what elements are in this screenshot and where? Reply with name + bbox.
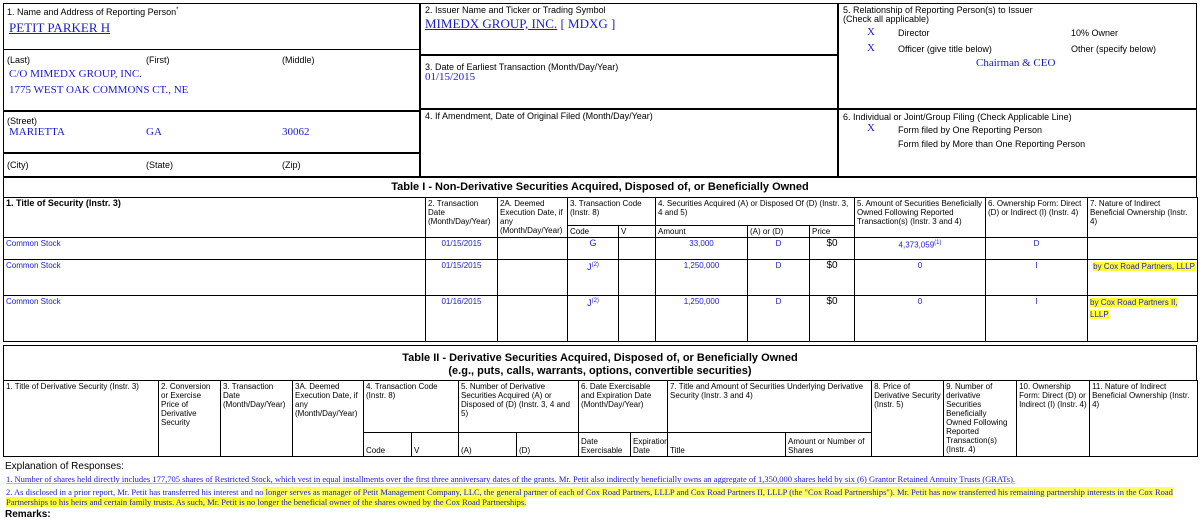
other-label: Other (specify below) xyxy=(1071,44,1157,54)
t2-h1: 1. Title of Derivative Security (Instr. 3) xyxy=(4,381,159,457)
t1-r0-amount: 33,000 xyxy=(656,238,748,260)
t1-r1-price: $0 xyxy=(810,260,855,296)
t1-r0-owned-val: 4,373,059 xyxy=(898,240,935,250)
first-label: (First) xyxy=(146,55,170,65)
issuer-name[interactable] xyxy=(425,16,615,32)
t1-r0-price: $0 xyxy=(810,238,855,260)
t1-r0-owned xyxy=(855,238,986,260)
footnote-1 xyxy=(6,474,1015,484)
t1-aord: (A) or (D) xyxy=(748,226,810,238)
t2-code: Code xyxy=(364,433,412,457)
t2-v: V xyxy=(412,433,459,457)
t1-price: Price xyxy=(810,226,855,238)
t1-r2-date: 01/16/2015 xyxy=(426,296,498,342)
t1-r1-deemed xyxy=(498,260,568,296)
box1-city-section xyxy=(3,111,420,153)
table1-nonderivative xyxy=(3,197,1198,342)
t1-h7: 7. Nature of Indirect Beneficial Ownership (Instr. 4) xyxy=(1088,198,1198,238)
t1-r1-v xyxy=(619,260,656,296)
box5-label1: 5. Relationship of Reporting Person(s) to Issuer xyxy=(843,5,1033,15)
street-label: (Street) xyxy=(7,116,38,126)
table-row xyxy=(4,238,1198,260)
footnote-2-ref[interactable]: (2) xyxy=(591,298,599,304)
table2-derivative xyxy=(3,380,1198,457)
t1-r0-nature xyxy=(1088,238,1198,260)
director-check[interactable]: X xyxy=(867,26,875,38)
footnote-2-cont xyxy=(6,497,526,507)
t1-h3: 3. Transaction Code (Instr. 8) xyxy=(568,198,656,226)
footnote-2 xyxy=(6,487,1173,497)
reporting-person-name[interactable]: PETIT PARKER H xyxy=(9,20,111,35)
t1-h2a: 2A. Deemed Execution Date, if any (Month/Day/Year) xyxy=(498,198,568,238)
t1-r1-owned: 0 xyxy=(855,260,986,296)
box3-label: 3. Date of Earliest Transaction (Month/Day/Year) xyxy=(425,62,619,72)
state-value: GA xyxy=(146,126,162,138)
address-line1: C/O MIMEDX GROUP, INC. xyxy=(9,68,142,80)
t2-h11: 11. Nature of Indirect Beneficial Ownership (Instr. 4) xyxy=(1090,381,1198,457)
footnote-1-text: 1. Number of shares held directly includes 177,705 shares of Restricted Stock, which vest in equal installments over the first three anniversary dates of the grants. Mr. Petit also indirectly beneficially owns an aggregate of 1,350,000 shares held by six (6) Grantor Retained Annuity Trusts (GRATs). xyxy=(6,474,1016,484)
box5-label2: (Check all applicable) xyxy=(843,14,930,24)
t2-amt: Amount or Number of Shares xyxy=(786,433,872,457)
t1-r2-code xyxy=(568,296,619,342)
t1-r2-v xyxy=(619,296,656,342)
t1-r1-code xyxy=(568,260,619,296)
t1-r1-code-val: J xyxy=(587,262,592,272)
explanation-heading: Explanation of Responses: xyxy=(5,461,124,472)
footnote-1-ref[interactable]: (1) xyxy=(934,240,942,246)
t1-r2-nature xyxy=(1088,296,1198,342)
footnote-2-text-b: Partnerships to his heirs and certain family trusts. As such, Mr. Petit is no longer the beneficial owner of the shares owned by the Cox Road Partnerships. xyxy=(6,497,527,507)
table1-header-row xyxy=(4,198,1198,226)
footnote-2-ref[interactable]: (2) xyxy=(591,262,599,268)
director-label: Director xyxy=(898,28,930,38)
t1-r0-date: 01/15/2015 xyxy=(426,238,498,260)
t1-r0-deemed xyxy=(498,238,568,260)
table-row xyxy=(4,260,1198,296)
state-label: (State) xyxy=(146,160,174,170)
owner10-label: 10% Owner xyxy=(1071,28,1119,38)
t1-r2-form: I xyxy=(986,296,1088,342)
city-value: MARIETTA xyxy=(9,126,65,138)
t1-r2-nature-text: by Cox Road Partners II, LLLP xyxy=(1090,298,1178,319)
t2-h9: 9. Number of derivative Securities Beneficially Owned Following Reported Transaction(s) (Instr. 4) xyxy=(944,381,1017,457)
t1-r1-date: 01/15/2015 xyxy=(426,260,498,296)
t1-r2-price: $0 xyxy=(810,296,855,342)
t2-de: Date Exercisable xyxy=(579,433,631,457)
zip-value: 30062 xyxy=(282,126,310,138)
box1-citylabel-section xyxy=(3,153,420,177)
box4-label: 4. If Amendment, Date of Original Filed (Month/Day/Year) xyxy=(425,111,653,121)
t2-h3: 3. Transaction Date (Month/Day/Year) xyxy=(221,381,293,457)
box1-address-section xyxy=(3,49,420,111)
t1-r1-nature-text: by Cox Road Partners, LLLP xyxy=(1093,262,1196,271)
issuer-ticker: [ MDXG ] xyxy=(560,16,616,31)
t1-r2-title: Common Stock xyxy=(4,296,426,342)
t1-h1: 1. Title of Security (Instr. 3) xyxy=(4,198,426,238)
box6-label: 6. Individual or Joint/Group Filing (Check Applicable Line) xyxy=(843,112,1072,122)
t2-h4: 4. Transaction Code (Instr. 8) xyxy=(364,381,459,433)
last-label: (Last) xyxy=(7,55,31,65)
t1-r0-form: D xyxy=(986,238,1088,260)
t1-r2-deemed xyxy=(498,296,568,342)
t2-d: (D) xyxy=(517,433,579,457)
t1-r0-v xyxy=(619,238,656,260)
middle-label: (Middle) xyxy=(282,55,315,65)
earliest-date: 01/15/2015 xyxy=(425,71,476,83)
officer-label: Officer (give title below) xyxy=(898,44,992,54)
zip-label: (Zip) xyxy=(282,160,301,170)
address-line2: 1775 WEST OAK COMMONS CT., NE xyxy=(9,84,189,96)
table-row xyxy=(4,296,1198,342)
t2-h6: 6. Date Exercisable and Expiration Date (Month/Day/Year) xyxy=(579,381,668,433)
t1-h6: 6. Ownership Form: Direct (D) or Indirect (I) (Instr. 4) xyxy=(986,198,1088,238)
t1-h5: 5. Amount of Securities Beneficially Owned Following Reported Transaction(s) (Instr. 3 and 4) xyxy=(855,198,986,238)
t1-r1-ad: D xyxy=(748,260,810,296)
t2-a: (A) xyxy=(459,433,517,457)
t1-r2-amount: 1,250,000 xyxy=(656,296,748,342)
remarks-heading: Remarks: xyxy=(5,509,51,520)
t1-code: Code xyxy=(568,226,619,238)
t1-r0-code: G xyxy=(568,238,619,260)
t1-h4: 4. Securities Acquired (A) or Disposed Of (D) (Instr. 3, 4 and 5) xyxy=(656,198,855,226)
table2-subtitle: (e.g., puts, calls, warrants, options, convertible securities) xyxy=(448,365,752,377)
table1-title: Table I - Non-Derivative Securities Acquired, Disposed of, or Beneficially Owned xyxy=(391,181,809,193)
t1-h2: 2. Transaction Date (Month/Day/Year) xyxy=(426,198,498,238)
box1-label-text: 1. Name and Address of Reporting Person xyxy=(7,7,177,17)
t1-r0-ad: D xyxy=(748,238,810,260)
t1-amount: Amount xyxy=(656,226,748,238)
t2-h7: 7. Title and Amount of Securities Underlying Derivative Security (Instr. 3 and 4) xyxy=(668,381,872,433)
t1-r1-title: Common Stock xyxy=(4,260,426,296)
officer-check[interactable]: X xyxy=(867,42,875,54)
t2-h10: 10. Ownership Form: Direct (D) or Indirect (I) (Instr. 4) xyxy=(1017,381,1090,457)
t1-r1-nature xyxy=(1088,260,1198,296)
table2-title: Table II - Derivative Securities Acquired, Disposed of, or Beneficially Owned xyxy=(402,352,798,364)
more-persons-label: Form filed by More than One Reporting Person xyxy=(898,139,1086,149)
t1-r2-ad: D xyxy=(748,296,810,342)
t1-r2-code-val: J xyxy=(587,298,592,308)
issuer-name-link[interactable]: MIMEDX GROUP, INC. xyxy=(425,16,558,31)
officer-title: Chairman & CEO xyxy=(976,57,1056,69)
city-label: (City) xyxy=(7,160,29,170)
t2-h3a: 3A. Deemed Execution Date, if any (Month/Day/Year) xyxy=(293,381,364,457)
box1-label: 1. Name and Address of Reporting Person* xyxy=(7,7,179,17)
one-person-check[interactable]: X xyxy=(867,122,875,134)
t2-title: Title xyxy=(668,433,786,457)
t2-h8: 8. Price of Derivative Security (Instr. 5) xyxy=(872,381,944,457)
table2-header-row xyxy=(4,381,1198,433)
t1-r2-owned: 0 xyxy=(855,296,986,342)
t2-exp: Expiration Date xyxy=(631,433,668,457)
t2-h5: 5. Number of Derivative Securities Acquired (A) or Disposed of (D) (Instr. 3, 4 and 5) xyxy=(459,381,579,433)
t1-r0-title: Common Stock xyxy=(4,238,426,260)
one-person-label: Form filed by One Reporting Person xyxy=(898,125,1043,135)
t2-h2: 2. Conversion or Exercise Price of Derivative Security xyxy=(159,381,221,457)
t1-v: V xyxy=(619,226,656,238)
box2-label: 2. Issuer Name and Ticker or Trading Symbol xyxy=(425,5,606,15)
footnote-2-text-a: 2. As disclosed in a prior report, Mr. Petit has transferred his interest and no longer serves as manager of Petit Management Company, LLC, the general partner of each of Cox Road Partners, LLLP and Cox Road Partners II, LLLP (the "Cox Road Partnerships"). Mr. Petit has now transferred his remaining partnership interests in the Cox Road xyxy=(6,487,1173,497)
t1-r1-form: I xyxy=(986,260,1088,296)
t1-r1-amount: 1,250,000 xyxy=(656,260,748,296)
